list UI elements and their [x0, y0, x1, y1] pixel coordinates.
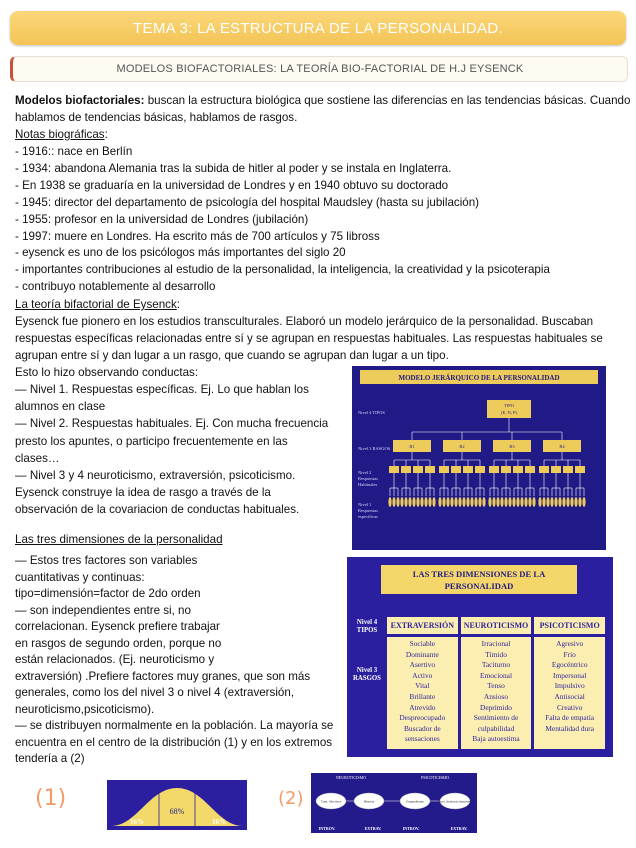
- dimension-trait: Sociable: [409, 639, 436, 648]
- dimension-trait: Frío: [563, 649, 576, 659]
- level-line-line: alumnos en clase: [15, 400, 106, 414]
- dimension-trait: culpabilidad: [477, 723, 515, 733]
- habit-box: [451, 466, 461, 473]
- dimension-trait: Sentimiento de: [473, 713, 519, 723]
- bio-list-line: - 1934: abandona Alemania tras la subida de hitler al poder y se instala en Inglaterra.: [15, 161, 452, 175]
- dimension-trait: Creativo: [556, 702, 583, 712]
- intro-line-1: [15, 92, 630, 109]
- specific-response: [474, 497, 477, 507]
- specific-response: [558, 497, 561, 507]
- bio-list-line: - 1945: director del departamento de psicología del hospital Maudsley (hasta su jubilación): [15, 195, 480, 209]
- bio-heading-text: Notas biográficas: [15, 128, 105, 141]
- dimension-trait: Impersonal: [553, 670, 587, 680]
- specific-response: [554, 497, 557, 507]
- habit-box: [539, 466, 549, 473]
- dimension-trait: Impulsivo: [554, 681, 585, 691]
- specific-response: [424, 497, 427, 507]
- page-subtitle: MODELOS BIOFACTORIALES: LA TEORÍA BIO-FACTORIAL DE H.J EYSENCK: [116, 63, 524, 75]
- dimension-trait: Egocéntrico: [551, 660, 588, 670]
- specific-response: [454, 497, 457, 507]
- title-banner: [10, 11, 626, 45]
- bio-heading: [15, 126, 108, 143]
- extremes-bottom-labels: [319, 826, 468, 831]
- specific-response: [400, 497, 403, 507]
- dimension-trait: Deprimido: [479, 702, 513, 712]
- level-label-1c: específicas: [358, 514, 378, 519]
- dim-line-line: neuroticismo,psicoticismo).: [15, 702, 155, 716]
- specific-response: [392, 497, 395, 507]
- specific-response: [442, 497, 445, 507]
- specific-response: [416, 497, 419, 507]
- trait-label: R1: [409, 444, 415, 449]
- dimension-trait: Antisocial: [554, 691, 585, 701]
- specific-response: [482, 497, 485, 507]
- dimension-trait: Ansioso: [483, 691, 509, 701]
- dimension-trait: Taciturno: [481, 660, 511, 670]
- habit-box: [563, 466, 573, 473]
- intro-line-2: hablamos de tendencias básicas, hablamos de rasgos.: [15, 111, 298, 124]
- level-line-line: — Nivel 1. Respuestas específicas. Ej. Lo que hablan los: [15, 383, 309, 396]
- habit-box: [501, 466, 511, 473]
- dimension-column: [461, 617, 532, 749]
- specific-response: [504, 497, 507, 507]
- specific-response: [582, 497, 585, 507]
- habit-box: [513, 466, 523, 473]
- specific-response: [524, 497, 527, 507]
- specific-response: [450, 497, 453, 507]
- dim-line-line: generales, como los del nivel 3 o nivel 4 (extraversión,: [15, 686, 295, 699]
- habit-box: [475, 466, 485, 473]
- specific-response: [404, 497, 407, 507]
- specific-response: [538, 497, 541, 507]
- bio-list-line: - importantes contribuciones al estudio de la personalidad, la inteligencia, la creatividad y la psicoterapia: [15, 263, 550, 277]
- level-label-1a: Nivel 1: [358, 502, 372, 507]
- annotation-one: (1): [35, 786, 67, 811]
- dimensions-heading: Las tres dimensiones de la personalidad: [15, 533, 223, 546]
- row-label-traits: [351, 667, 383, 683]
- dimension-trait: Dominante: [405, 649, 439, 659]
- level-label-2c: Habituales: [358, 482, 378, 487]
- specific-response: [438, 497, 441, 507]
- dimension-trait: Buscador de: [403, 723, 441, 733]
- right-percent: 16%: [212, 818, 226, 826]
- dimension-trait: Agresivo: [556, 639, 584, 648]
- habit-box: [525, 466, 535, 473]
- specific-response: [542, 497, 545, 507]
- dimension-trait: Emocional: [479, 670, 513, 680]
- specific-response: [458, 497, 461, 507]
- level-line-line: presto los apuntes, o participo frecuentemente en las: [15, 434, 288, 448]
- dim-line-line: extraversión) .Prefiere factores muy granes, que son más: [15, 669, 311, 683]
- specific-response: [500, 497, 503, 507]
- dimensions-title-1: LAS TRES DIMENSIONES DE LA: [412, 569, 546, 579]
- habit-box: [463, 466, 473, 473]
- dim-line-line: están relacionados. (Ej. neuroticismo y: [15, 653, 215, 666]
- specific-response: [546, 497, 549, 507]
- extremes-figure: [311, 773, 477, 833]
- hierarchy-traits: [393, 440, 581, 452]
- row-label-types-2: TIPOS: [356, 627, 378, 634]
- trait-label: R4: [559, 444, 565, 449]
- dimension-trait: Despreocupado: [399, 713, 446, 723]
- theory-line-line: Esto lo hizo observando conductas:: [15, 365, 199, 379]
- specific-response: [520, 497, 523, 507]
- theory-heading-text: La teoría bifactorial de Eysenck: [15, 298, 177, 311]
- extremes-bottom-label: INTROV.: [402, 826, 420, 831]
- hierarchy-habits: [389, 466, 585, 473]
- page-title: TEMA 3: LA ESTRUCTURA DE LA PERSONALIDAD.: [133, 19, 503, 37]
- specific-response: [508, 497, 511, 507]
- specific-response: [446, 497, 449, 507]
- specific-response: [428, 497, 431, 507]
- dimension-column: [534, 617, 605, 749]
- dimensions-title-2: PERSONALIDAD: [444, 581, 514, 591]
- level-label-3: Nivel 3 RASGOS: [358, 446, 391, 451]
- normal-distribution-figure: [107, 780, 247, 830]
- habit-box: [425, 466, 435, 473]
- specific-response: [578, 497, 581, 507]
- specific-response: [516, 497, 519, 507]
- level-label-2b: Respuestas: [358, 476, 378, 481]
- theory-heading-colon: :: [176, 298, 180, 311]
- specific-response: [566, 497, 569, 507]
- level-line-line: — Nivel 3 y 4 neuroticismo, extraversión, psicoticismo.: [15, 469, 296, 482]
- dim-line-line: — se distribuyen normalmente en la población. La mayoría se: [15, 719, 334, 732]
- dimension-traits: [461, 637, 532, 749]
- bio-list-line: - contribuyo notablemente al desarrollo: [15, 280, 216, 294]
- type-box-sub: (E, N, P): [501, 410, 517, 415]
- dimension-traits: [534, 637, 605, 749]
- left-percent: 16%: [130, 818, 144, 826]
- extremes-top-psico: PSICOTICISMO: [421, 775, 449, 780]
- intro-bold: Modelos biofactoriales:: [15, 94, 145, 107]
- habit-box: [401, 466, 411, 473]
- bio-heading-colon: :: [104, 128, 108, 141]
- specific-response: [478, 497, 481, 507]
- dimension-trait: Mentalidad dura: [545, 723, 594, 733]
- bio-list-line: - 1997: muere en Londres. Ha escrito más de 700 artículos y 75 libross: [15, 229, 380, 243]
- specific-response: [432, 497, 435, 507]
- dimensions-title-box: [381, 565, 577, 594]
- habit-box: [551, 466, 561, 473]
- dimension-header: PSICOTICISMO: [534, 617, 605, 634]
- row-label-traits-1: Nivel 3: [356, 667, 378, 674]
- center-percent: 68%: [169, 807, 185, 816]
- dimension-trait: Vital: [415, 681, 430, 691]
- level-line-line: — Nivel 2. Respuestas habituales. Ej. Con mucha frecuencia: [15, 417, 329, 431]
- extremes-node-label: Esquizofrenia: [406, 799, 424, 804]
- extremes-bottom-label: INTROV.: [318, 826, 336, 831]
- specific-response: [496, 497, 499, 507]
- dimension-traits: [387, 637, 458, 749]
- type-box-label: TIPO: [504, 403, 514, 408]
- extremes-bottom-label: EXTRAV.: [450, 826, 468, 831]
- row-label-traits-2: RASGOS: [353, 675, 381, 682]
- trait-label: R3: [509, 444, 515, 449]
- specific-response: [532, 497, 535, 507]
- bio-list-line: - En 1938 se graduaría en la universidad de Londres y en 1940 obtuvo su doctorado: [15, 178, 449, 192]
- habit-box: [439, 466, 449, 473]
- dimension-column: [387, 617, 458, 749]
- dimension-trait: Tímido: [485, 649, 507, 659]
- habit-box: [389, 466, 399, 473]
- level-label-1b: Respuestas: [358, 508, 378, 513]
- hierarchy-connectors: [390, 418, 584, 496]
- hierarchy-specific: [388, 497, 585, 507]
- extremes-node-label: Histeria: [363, 799, 375, 804]
- hierarchy-title: MODELO JERÁRQUICO DE LA PERSONALIDAD: [398, 374, 560, 382]
- row-label-types: [351, 619, 383, 635]
- hierarchy-diagram: [352, 366, 606, 550]
- subtitle-banner: [10, 56, 628, 82]
- theory-line-line: respuestas específicas relacionadas entre sí y se agrupan en respuestas habituales. Las respuestas habituales se: [15, 331, 603, 345]
- specific-response: [492, 497, 495, 507]
- dimension-trait: Activo: [412, 670, 433, 680]
- specific-response: [408, 497, 411, 507]
- row-label-types-1: Nivel 4: [356, 619, 378, 626]
- dim-line-line: en rasgos de segundo orden, porque no: [15, 636, 222, 650]
- theory-line-line: agrupan entre sí y dan lugar a un rasgo, que cuando se agrupan dan lugar a un tipo.: [15, 348, 449, 362]
- bio-list-line: - eysenck es uno de los psicólogos más importantes del siglo 20: [15, 246, 346, 260]
- dim-line-line: cuantitativas y continuas:: [15, 570, 145, 584]
- dimension-trait: Atrevido: [409, 702, 436, 712]
- theory-heading: [15, 296, 180, 313]
- extremes-bottom-label: EXTRAV.: [364, 826, 382, 831]
- level-label-2a: Nivel 2: [358, 470, 372, 475]
- habit-box: [489, 466, 499, 473]
- habit-box: [575, 466, 585, 473]
- dimension-trait: Falta de empatía: [545, 713, 595, 723]
- specific-response: [462, 497, 465, 507]
- specific-response: [396, 497, 399, 507]
- bio-list-line: - 1955: profesor en la universidad de Londres (jubilación): [15, 212, 309, 226]
- dim-line-line: — Estos tres factores son variables: [15, 554, 198, 567]
- specific-response: [528, 497, 531, 507]
- dimension-trait: Irracional: [481, 639, 511, 648]
- specific-response: [570, 497, 573, 507]
- specific-response: [420, 497, 423, 507]
- dimensions-diagram: [347, 557, 613, 757]
- extremes-node-label: Trast. Antisocio-depresivo: [438, 799, 472, 804]
- dimensions-table: [387, 617, 605, 749]
- specific-response: [412, 497, 415, 507]
- extremes-top-neuro: NEUROTICISMO: [335, 775, 367, 780]
- dimension-header: NEUROTICISMO: [461, 617, 532, 634]
- specific-response: [388, 497, 391, 507]
- level-line-line: Eysenck construye la idea de rasgo a través de la: [15, 486, 271, 500]
- specific-response: [488, 497, 491, 507]
- dimension-header: EXTRAVERSIÓN: [387, 617, 458, 634]
- dimension-trait: Brillante: [409, 691, 436, 701]
- level-line-line: observación de la covariacion de conductas habituales.: [15, 503, 300, 517]
- habit-box: [413, 466, 423, 473]
- bio-list-line: - 1916:: nace en Berlín: [15, 145, 133, 158]
- dimension-trait: Baja autoestima: [472, 734, 520, 744]
- specific-response: [466, 497, 469, 507]
- dim-line-line: correlacionan. Eysenck prefiere trabajar: [15, 620, 220, 633]
- dimension-trait: Asertivo: [409, 660, 436, 670]
- level-line-line: clases…: [15, 451, 60, 465]
- theory-line-line: Eysenck fue pionero en los estudios transculturales. Elaboró un modelo jerárquico de la personalidad. Buscaban: [15, 315, 594, 328]
- specific-response: [512, 497, 515, 507]
- dimension-trait: Tenso: [487, 681, 505, 691]
- specific-response: [470, 497, 473, 507]
- dim-line-line: encuentra en el centro de la distribución (1) y en los extremos: [15, 735, 333, 749]
- dimension-trait: sensaciones: [404, 734, 440, 744]
- level-label-4: Nivel 4 TIPOS: [358, 410, 385, 415]
- dim-line-line: tendería a (2): [15, 752, 85, 765]
- specific-response: [574, 497, 577, 507]
- dim-line-line: — son independientes entre si, no: [15, 603, 191, 617]
- trait-label: R2: [459, 444, 465, 449]
- specific-response: [562, 497, 565, 507]
- specific-response: [550, 497, 553, 507]
- annotation-two: (2): [278, 788, 304, 809]
- extremes-node-label: Trast. Afectivos: [320, 799, 342, 804]
- dim-line-line: tipo=dimensión=factor de 2do orden: [15, 587, 201, 600]
- intro-text: buscan la estructura biológica que sostiene las diferencias en las tendencias básicas. Cuando: [144, 94, 631, 107]
